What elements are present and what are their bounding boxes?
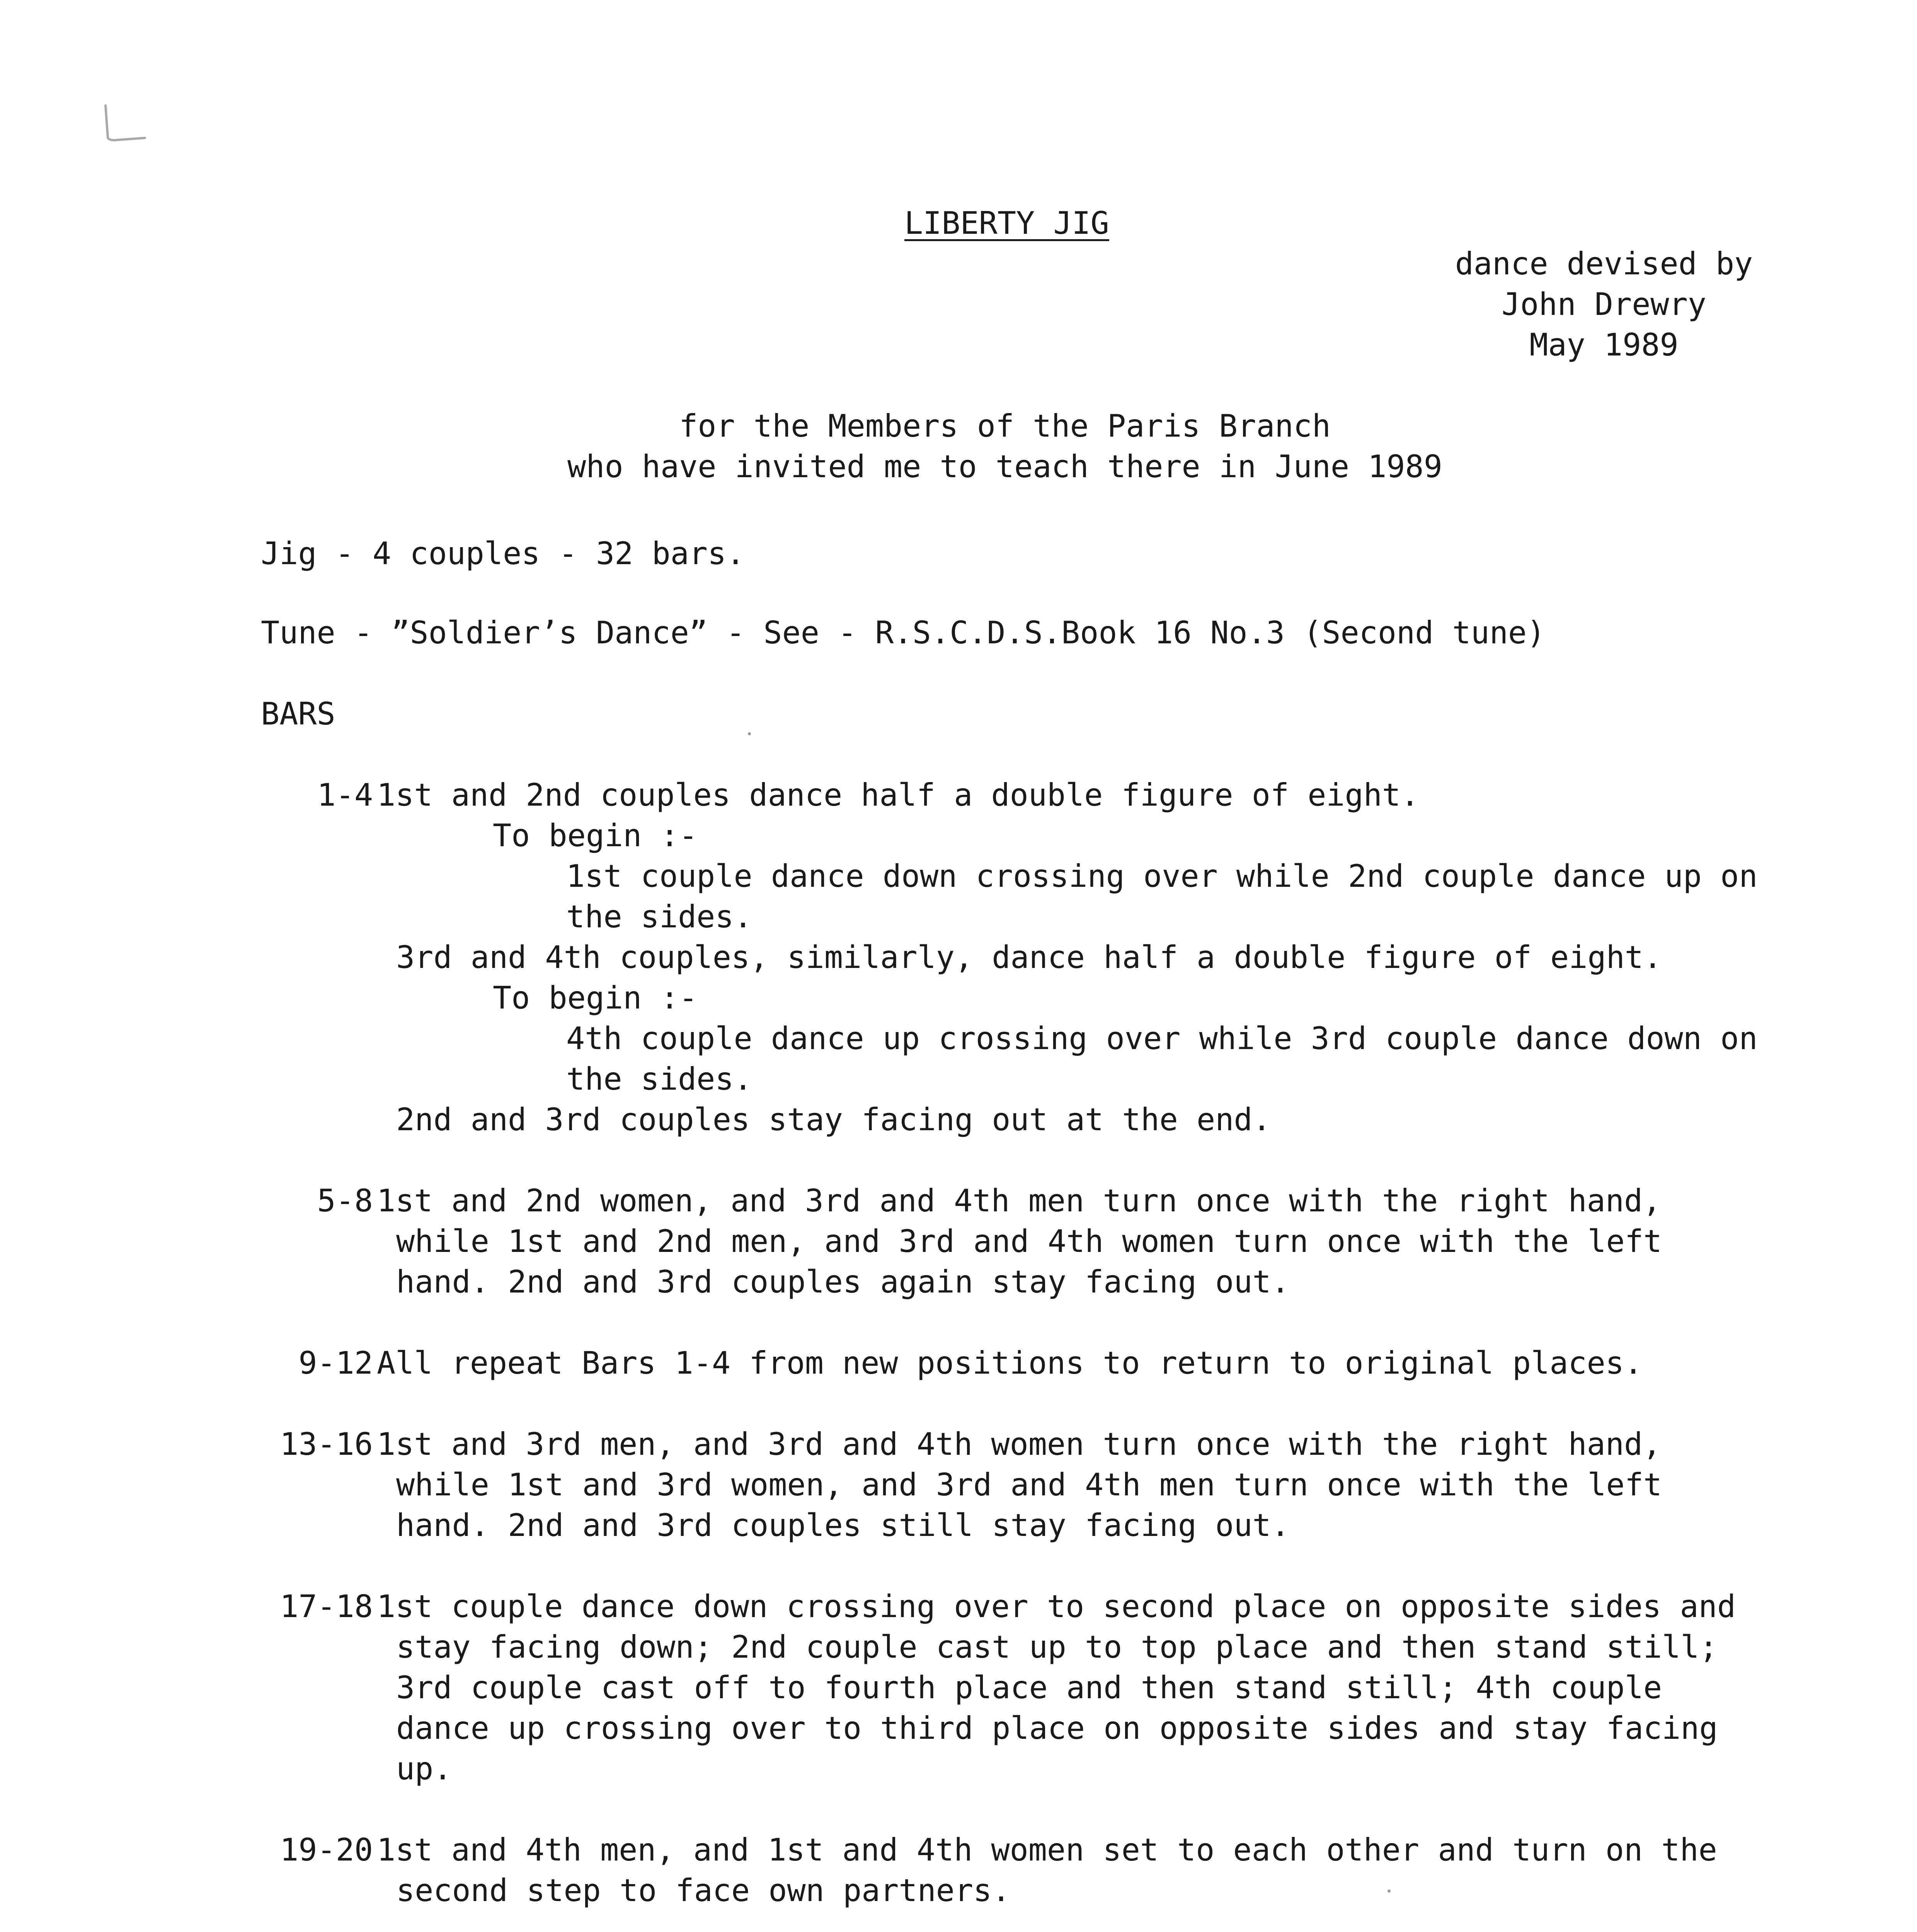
instruction-line: 3rd and 4th couples, similarly, dance half a double figure of eight. (396, 939, 1662, 975)
scan-speck (1388, 1889, 1391, 1893)
instruction-line: 1st and 3rd men, and 3rd and 4th women turn once with the right hand, (377, 1426, 1662, 1462)
bar-number: 5-8 (317, 1183, 373, 1219)
bar-number: 19-20 (280, 1832, 373, 1868)
instruction-line: the sides. (566, 1061, 752, 1097)
dance-format: Jig - 4 couples - 32 bars. (261, 536, 745, 571)
dedication-line: for the Members of the Paris Branch (679, 408, 1331, 444)
bar-number: 13-16 (280, 1426, 373, 1462)
document-title: LIBERTY JIG (904, 205, 1109, 241)
instruction-line: 1st and 2nd couples dance half a double figure of eight. (377, 777, 1420, 813)
instruction-line: 1st and 2nd women, and 3rd and 4th men turn once with the right hand, (377, 1183, 1662, 1219)
instruction-line: hand. 2nd and 3rd couples still stay facing out. (396, 1507, 1290, 1543)
instruction-line: To begin :- (493, 980, 698, 1016)
instruction-line: 2nd and 3rd couples stay facing out at the end. (396, 1102, 1271, 1138)
tune-line: Tune - ”Soldier’s Dance” - See - R.S.C.D.S.Book 16 No.3 (Second tune) (261, 615, 1546, 651)
instruction-line: 4th couple dance up crossing over while 3rd couple dance down on (566, 1020, 1758, 1056)
instruction-line: All repeat Bars 1-4 from new positions to return to original places. (377, 1345, 1643, 1381)
bar-number: 9-12 (298, 1345, 373, 1381)
instruction-line: 1st and 4th men, and 1st and 4th women set to each other and turn on the (377, 1832, 1717, 1868)
instruction-line: 1st couple dance down crossing over while 2nd couple dance up on (566, 858, 1758, 894)
instruction-line: second step to face own partners. (396, 1872, 1011, 1908)
scan-speck (748, 732, 751, 735)
instruction-line: stay facing down; 2nd couple cast up to top place and then stand still; (396, 1629, 1718, 1665)
instruction-line: while 1st and 3rd women, and 3rd and 4th men turn once with the left (396, 1467, 1662, 1503)
bars-label: BARS (261, 696, 335, 732)
byline-date: May 1989 (1529, 327, 1679, 363)
instruction-line: 1st couple dance down crossing over to second place on opposite sides and (377, 1588, 1736, 1624)
pencil-mark (102, 102, 149, 145)
instruction-line: 3rd couple cast off to fourth place and then stand still; 4th couple (396, 1670, 1662, 1706)
byline-author: John Drewry (1502, 286, 1706, 322)
byline-line: dance devised by (1455, 246, 1753, 282)
instruction-line: the sides. (566, 899, 752, 935)
byline (1391, 243, 1817, 365)
dedication (502, 406, 1507, 487)
instruction-line: up. (396, 1751, 452, 1787)
instruction-line: hand. 2nd and 3rd couples again stay facing out. (396, 1264, 1290, 1300)
bar-number: 1-4 (317, 777, 373, 813)
bar-number: 17-18 (280, 1588, 373, 1624)
instruction-line: dance up crossing over to third place on opposite sides and stay facing (396, 1710, 1718, 1746)
dedication-line: who have invited me to teach there in June 1989 (567, 449, 1442, 485)
instruction-line: while 1st and 2nd men, and 3rd and 4th women turn once with the left (396, 1223, 1662, 1259)
instruction-line: To begin :- (493, 818, 698, 854)
